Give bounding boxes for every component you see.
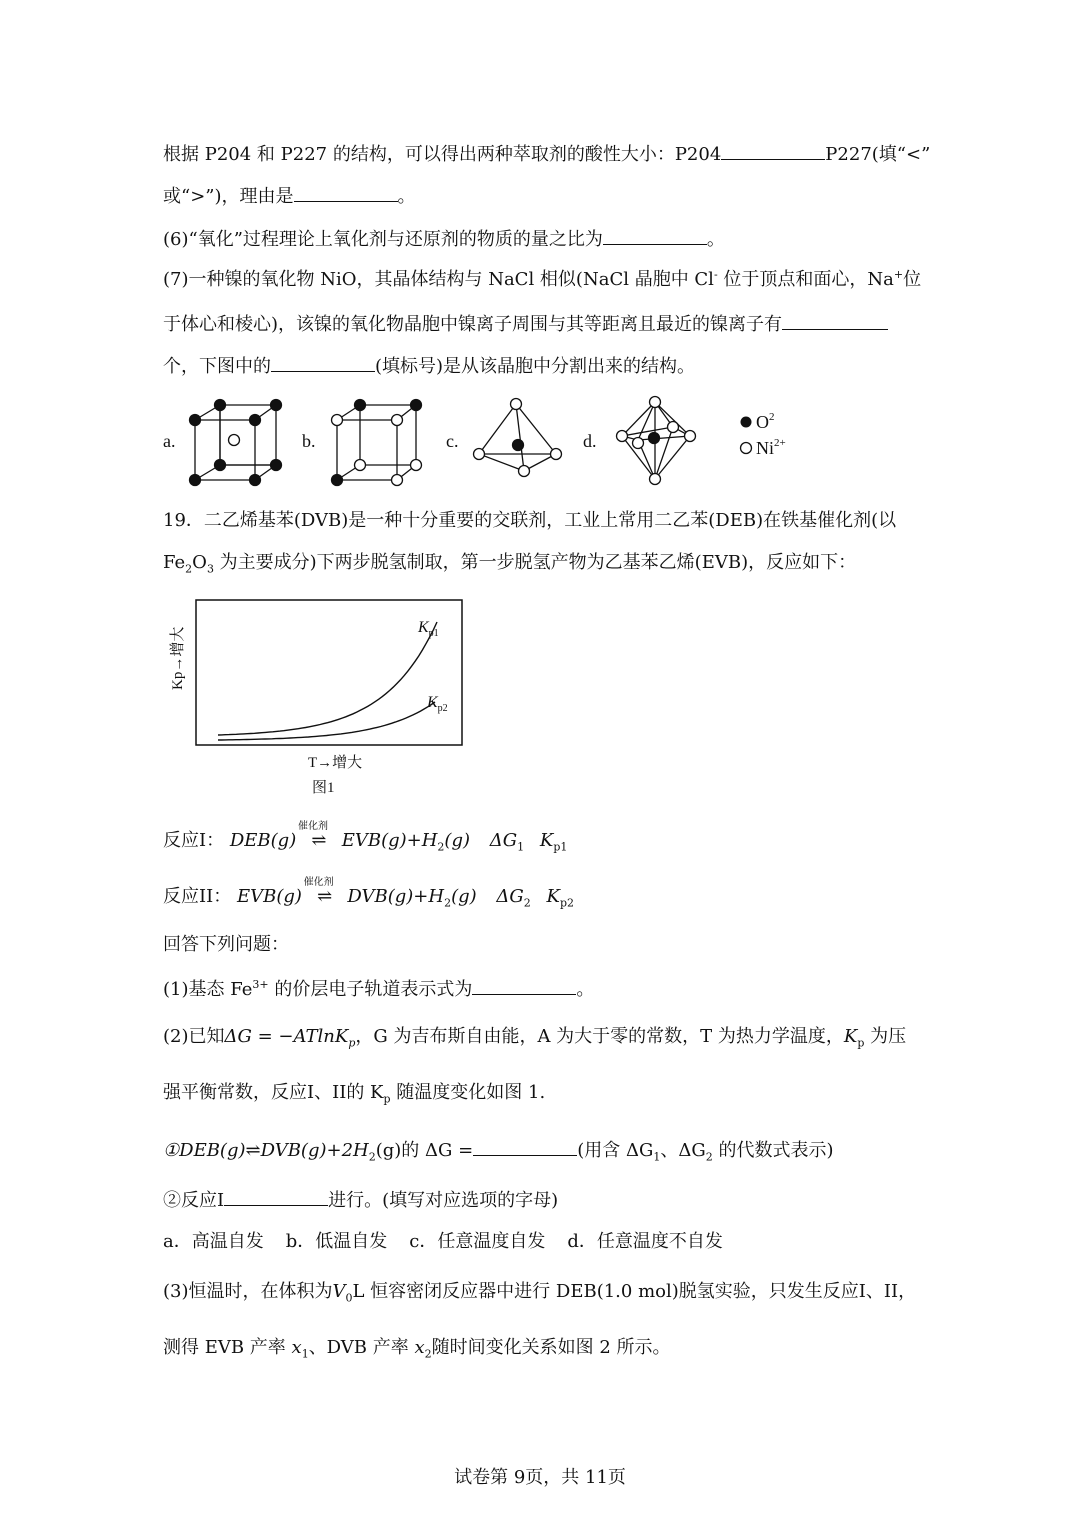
part-2-text-2: ，G 为吉布斯自由能，A 为大于零的常数，T 为热力学温度，	[355, 1026, 844, 1047]
part-3-v-sub: 0	[345, 1291, 353, 1305]
answer-blank[interactable]	[782, 311, 888, 330]
part-3-x2-sub: 2	[424, 1347, 432, 1361]
part-2a-text-5: 的代数式表示)	[712, 1140, 834, 1161]
part-2a-sub: 2	[368, 1150, 376, 1164]
q7-text-4: (填标号)是从该晶胞中分割出来的结构。	[375, 356, 696, 377]
structure-label-d: d.	[583, 431, 597, 451]
answer-blank[interactable]	[472, 976, 576, 995]
part-2b	[163, 1187, 558, 1213]
y-axis-label: Kp→增大	[170, 626, 186, 690]
q19-line-2	[163, 551, 856, 575]
reaction-2	[163, 877, 575, 910]
reaction-2-left: EVB(g)	[236, 886, 302, 907]
part-2b-text-2: 进行。(填写对应选项的字母)	[328, 1190, 559, 1211]
part-3-text-3: 测得 EVB 产率	[163, 1337, 292, 1358]
reaction-1	[163, 821, 568, 854]
catalyst-label-2: 催化剂	[303, 877, 334, 888]
option-list	[163, 1230, 745, 1254]
equilibrium-arrow-2: 催化剂 ⇌	[308, 885, 342, 909]
answer-blank[interactable]	[294, 183, 398, 202]
q19-text-2: 为主要成分)下两步脱氢制取，第一步脱氢产物为乙基苯乙烯(EVB)，反应如下：	[213, 552, 857, 573]
reaction-1-dg-sub: 1	[517, 840, 525, 854]
reaction-1-left: DEB(g)	[229, 830, 297, 851]
page-footer: 试卷第 9页，共 11页	[454, 1467, 626, 1488]
part-3-v: V	[332, 1281, 346, 1302]
figure-caption: 图1	[312, 780, 335, 796]
q5-text-2: P227(填“<”	[825, 144, 931, 165]
part-2a-text: ①DEB(g)⇌DVB(g)+2H	[163, 1140, 369, 1161]
answer-blank[interactable]	[721, 141, 825, 160]
q5-line-2	[163, 183, 416, 209]
part-2-text-4: 强平衡常数，反应I、II的 K	[163, 1082, 384, 1103]
part-2b-text: ②反应I	[163, 1190, 225, 1211]
structure-label-b: b.	[302, 431, 316, 451]
q19-fe: Fe	[163, 552, 186, 573]
part-1	[163, 976, 594, 1002]
q5-text: 根据 P204 和 P227 的结构，可以得出两种萃取剂的酸性大小：P204	[163, 144, 722, 165]
part-2-k-sub: p	[857, 1036, 865, 1050]
answer-blank[interactable]	[224, 1187, 328, 1206]
reaction-2-dg-sub: 2	[523, 896, 531, 910]
structure-b	[332, 400, 422, 486]
reaction-2-label: 反应II：	[163, 886, 232, 907]
structure-c	[474, 399, 562, 477]
part-1-text-2: 的价层电子轨道表示式为	[268, 979, 473, 1000]
part-2a	[163, 1137, 833, 1163]
part-3-text-4: 、DVB 产率	[308, 1337, 415, 1358]
q7-line-3	[163, 353, 695, 379]
part-1-text-3: 。	[576, 979, 595, 1000]
q7-text: (7)一种镍的氧化物 NiO，其晶体结构与 NaCl 相似(NaCl 晶胞中 Cl	[163, 269, 714, 290]
part-2a-sub-2: 2	[705, 1150, 713, 1164]
reaction-1-k-sub: p1	[553, 840, 568, 854]
legend-o-sup: 2	[769, 411, 775, 423]
part-3-text-2: L 恒容密闭反应器中进行 DEB(1.0 mol)脱氢实验，只发生反应I、II，	[352, 1281, 917, 1302]
q6-line	[163, 226, 725, 252]
answer-blank[interactable]	[473, 1137, 577, 1156]
part-2-text-3: 为压	[864, 1026, 907, 1047]
part-3-line-2	[163, 1336, 671, 1360]
part-3-x1-sub: 1	[301, 1347, 309, 1361]
crystal-structures	[160, 393, 820, 497]
equilibrium-arrow-1: 催化剂 ⇌	[302, 829, 336, 853]
series-line-kp2	[218, 702, 435, 740]
part-2-equation: ΔG = −ATlnK	[224, 1026, 349, 1047]
svg-text:Ni2+	[756, 437, 786, 458]
q19-text: 19．二乙烯基苯(DVB)是一种十分重要的交联剂，工业上常用二乙苯(DEB)在铁基催化剂(以	[163, 510, 897, 531]
part-2a-text-3: (用含 ΔG	[577, 1140, 654, 1161]
part-1-text: (1)基态 Fe	[163, 979, 253, 1000]
q7-line-2	[163, 311, 888, 337]
q19-sub-2: 3	[206, 562, 214, 576]
structure-legend	[741, 411, 786, 458]
legend-ni-sup: 2+	[774, 437, 786, 449]
reaction-1-right: EVB(g)+H	[341, 830, 438, 851]
reaction-1-label: 反应I：	[163, 830, 225, 851]
part-1-sup: 3+	[252, 978, 269, 991]
legend-o: O	[756, 412, 769, 432]
figure-1	[160, 592, 480, 806]
part-2-sub: p	[383, 1092, 391, 1106]
q7-text-b: 位于顶点和面心，Na	[717, 269, 894, 290]
q19-o: O	[192, 552, 207, 573]
q7-text-3: 个，下图中的	[163, 356, 271, 377]
part-3-line-1	[163, 1280, 916, 1304]
part-2-k: K	[843, 1026, 858, 1047]
part-2a-text-2: (g)的 ΔG =	[375, 1140, 474, 1161]
reaction-2-k-sub: p2	[559, 896, 575, 910]
reaction-2-sub: 2	[444, 896, 452, 910]
q5-text-3: 或“>”)，理由是	[163, 186, 294, 207]
q6-text-2: 。	[706, 229, 725, 250]
q7-sup: -	[713, 268, 718, 281]
part-3-text-5: 随时间变化关系如图 2 所示。	[431, 1337, 671, 1358]
q19-line-1	[163, 509, 896, 533]
x-axis-label: T→增大	[308, 755, 363, 771]
q7-line-1	[163, 268, 921, 292]
q5-line-1	[163, 141, 930, 167]
catalyst-label-1: 催化剂	[297, 821, 328, 832]
part-2-eq-sub: p	[348, 1036, 356, 1050]
q5-text-4: 。	[397, 186, 416, 207]
structure-a	[190, 400, 282, 486]
q7-text-c: 位	[903, 269, 922, 290]
reaction-1-sub: 2	[437, 840, 445, 854]
answer-blank[interactable]	[603, 226, 707, 245]
part-2a-text-4: 、ΔG	[660, 1140, 706, 1161]
part-3-text: (3)恒温时，在体积为	[163, 1281, 333, 1302]
option-d[interactable]: d．任意温度不自发	[567, 1231, 723, 1252]
option-a[interactable]: a．高温自发	[163, 1231, 264, 1252]
option-c[interactable]: c．任意温度自发	[409, 1231, 546, 1252]
structure-d	[617, 397, 696, 485]
reaction-1-dg: ΔG	[489, 830, 518, 851]
part-3-x1: x	[291, 1337, 302, 1358]
svg-text:O2	[756, 411, 775, 432]
reaction-1-k: K	[539, 830, 554, 851]
q6-text: (6)“氧化”过程理论上氧化剂与还原剂的物质的量之比为	[163, 229, 603, 250]
part-2-line-1	[163, 1025, 906, 1049]
reaction-2-tail: (g)	[451, 886, 477, 907]
answer-blank[interactable]	[271, 353, 375, 372]
q7-sup-2: +	[893, 268, 904, 281]
reaction-2-dg: ΔG	[496, 886, 524, 907]
part-2-line-2	[163, 1081, 545, 1105]
reaction-2-right: DVB(g)+H	[347, 886, 445, 907]
series-label-kp1: $K_{p1}$	[418, 619, 439, 639]
part-2a-sub-1: 1	[653, 1150, 661, 1164]
option-b[interactable]: b．低温自发	[285, 1231, 388, 1252]
reaction-1-tail: (g)	[444, 830, 470, 851]
series-label-kp2: $K_{p2}$	[427, 694, 448, 714]
structure-label-a: a.	[163, 431, 176, 451]
part-2-text: (2)已知	[163, 1026, 225, 1047]
reaction-2-k: K	[546, 886, 560, 907]
legend-ni: Ni	[756, 438, 774, 458]
q19-sub-1: 2	[185, 562, 193, 576]
q7-text-2: 于体心和棱心)，该镍的氧化物晶胞中镍离子周围与其等距离且最近的镍离子有	[163, 314, 783, 335]
part-2-text-5: 随温度变化如图 1.	[390, 1082, 546, 1103]
part-3-x2: x	[414, 1337, 425, 1358]
answer-intro: 回答下列问题：	[163, 934, 289, 955]
structure-label-c: c.	[446, 431, 459, 451]
